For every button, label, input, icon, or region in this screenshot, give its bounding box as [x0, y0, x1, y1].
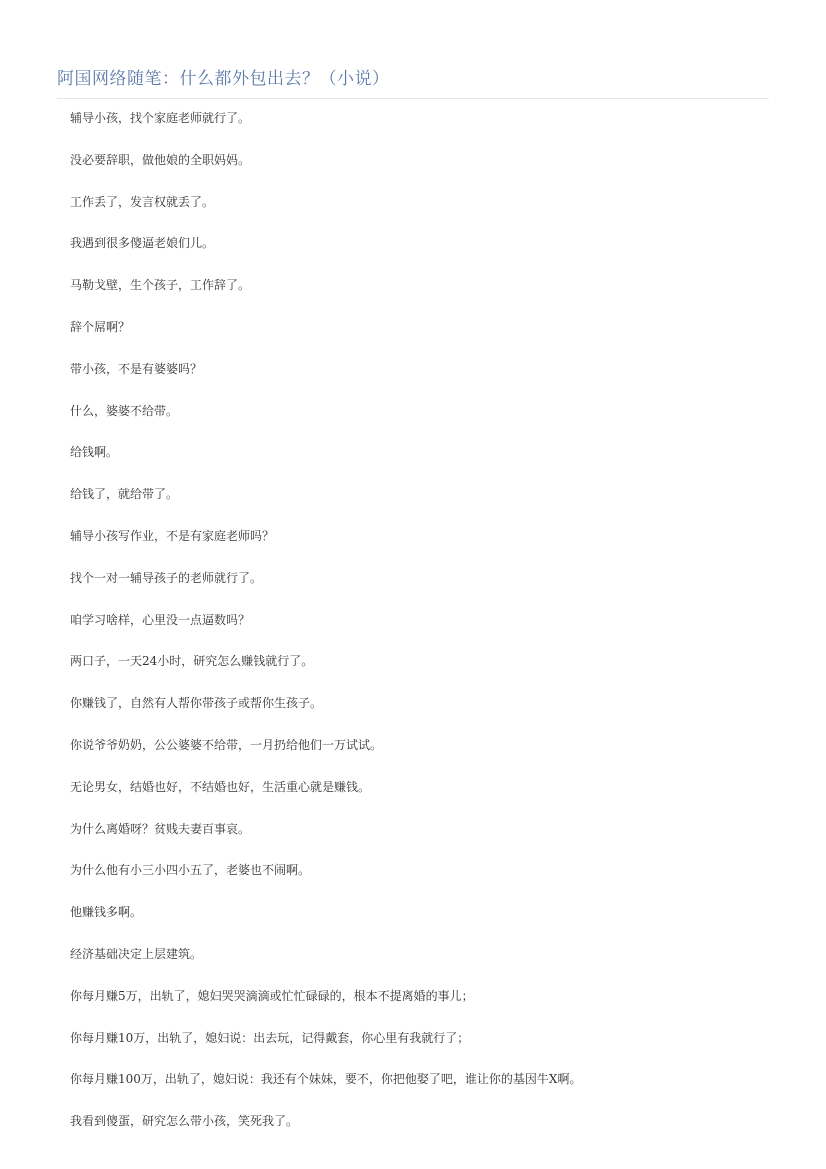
paragraph: 为什么离婚呀？贫贱夫妻百事哀。	[70, 821, 251, 836]
paragraph: 无论男女，结婚也好，不结婚也好，生活重心就是赚钱。	[70, 779, 371, 794]
title-divider	[57, 98, 769, 99]
page-title: 阿国网络随笔：什么都外包出去？（小说）	[57, 69, 390, 89]
article-body	[70, 108, 581, 1153]
paragraph: 咱学习啥样，心里没一点逼数吗？	[70, 612, 251, 627]
paragraph: 辅导小孩写作业，不是有家庭老师吗？	[70, 528, 275, 543]
paragraph: 给钱了，就给带了。	[70, 487, 179, 502]
paragraph: 你每月赚5万，出轨了，媳妇哭哭滴滴或忙忙碌碌的，根本不提离婚的事儿；	[70, 988, 474, 1003]
paragraph: 找个一对一辅导孩子的老师就行了。	[70, 570, 263, 585]
paragraph: 辅导小孩，找个家庭老师就行了。	[70, 111, 251, 125]
paragraph: 你赚钱了，自然有人帮你带孩子或帮你生孩子。	[70, 696, 323, 711]
paragraph: 为什么他有小三小四小五了，老婆也不闹啊。	[70, 863, 311, 878]
paragraph: 工作丢了，发言权就丢了。	[70, 194, 215, 209]
paragraph: 两口子，一天24小时，研究怎么赚钱就行了。	[70, 654, 314, 669]
paragraph: 你说爷爷奶奶，公公婆婆不给带，一月扔给他们一万试试。	[70, 737, 383, 752]
paragraph: 带小孩，不是有婆婆吗？	[70, 361, 203, 376]
paragraph: 你每月赚100万，出轨了，媳妇说：我还有个妹妹，要不，你把他娶了吧，谁让你的基因牛X啊。	[70, 1072, 582, 1087]
paragraph: 我遇到很多傻逼老娘们儿。	[70, 236, 215, 251]
paragraph: 给钱啊。	[70, 445, 119, 460]
paragraph: 辞个屌啊？	[70, 319, 131, 334]
paragraph: 经济基础决定上层建筑。	[70, 946, 203, 961]
paragraph: 你每月赚10万，出轨了，媳妇说：出去玩，记得戴套，你心里有我就行了；	[70, 1030, 470, 1045]
paragraph: 我看到傻蛋，研究怎么带小孩，笑死我了。	[70, 1114, 299, 1129]
paragraph: 没必要辞职，做他娘的全职妈妈。	[70, 152, 251, 167]
paragraph: 什么，婆婆不给带。	[70, 403, 179, 418]
paragraph: 他赚钱多啊。	[70, 905, 143, 920]
paragraph: 马勒戈壁，生个孩子，工作辞了。	[70, 278, 251, 293]
